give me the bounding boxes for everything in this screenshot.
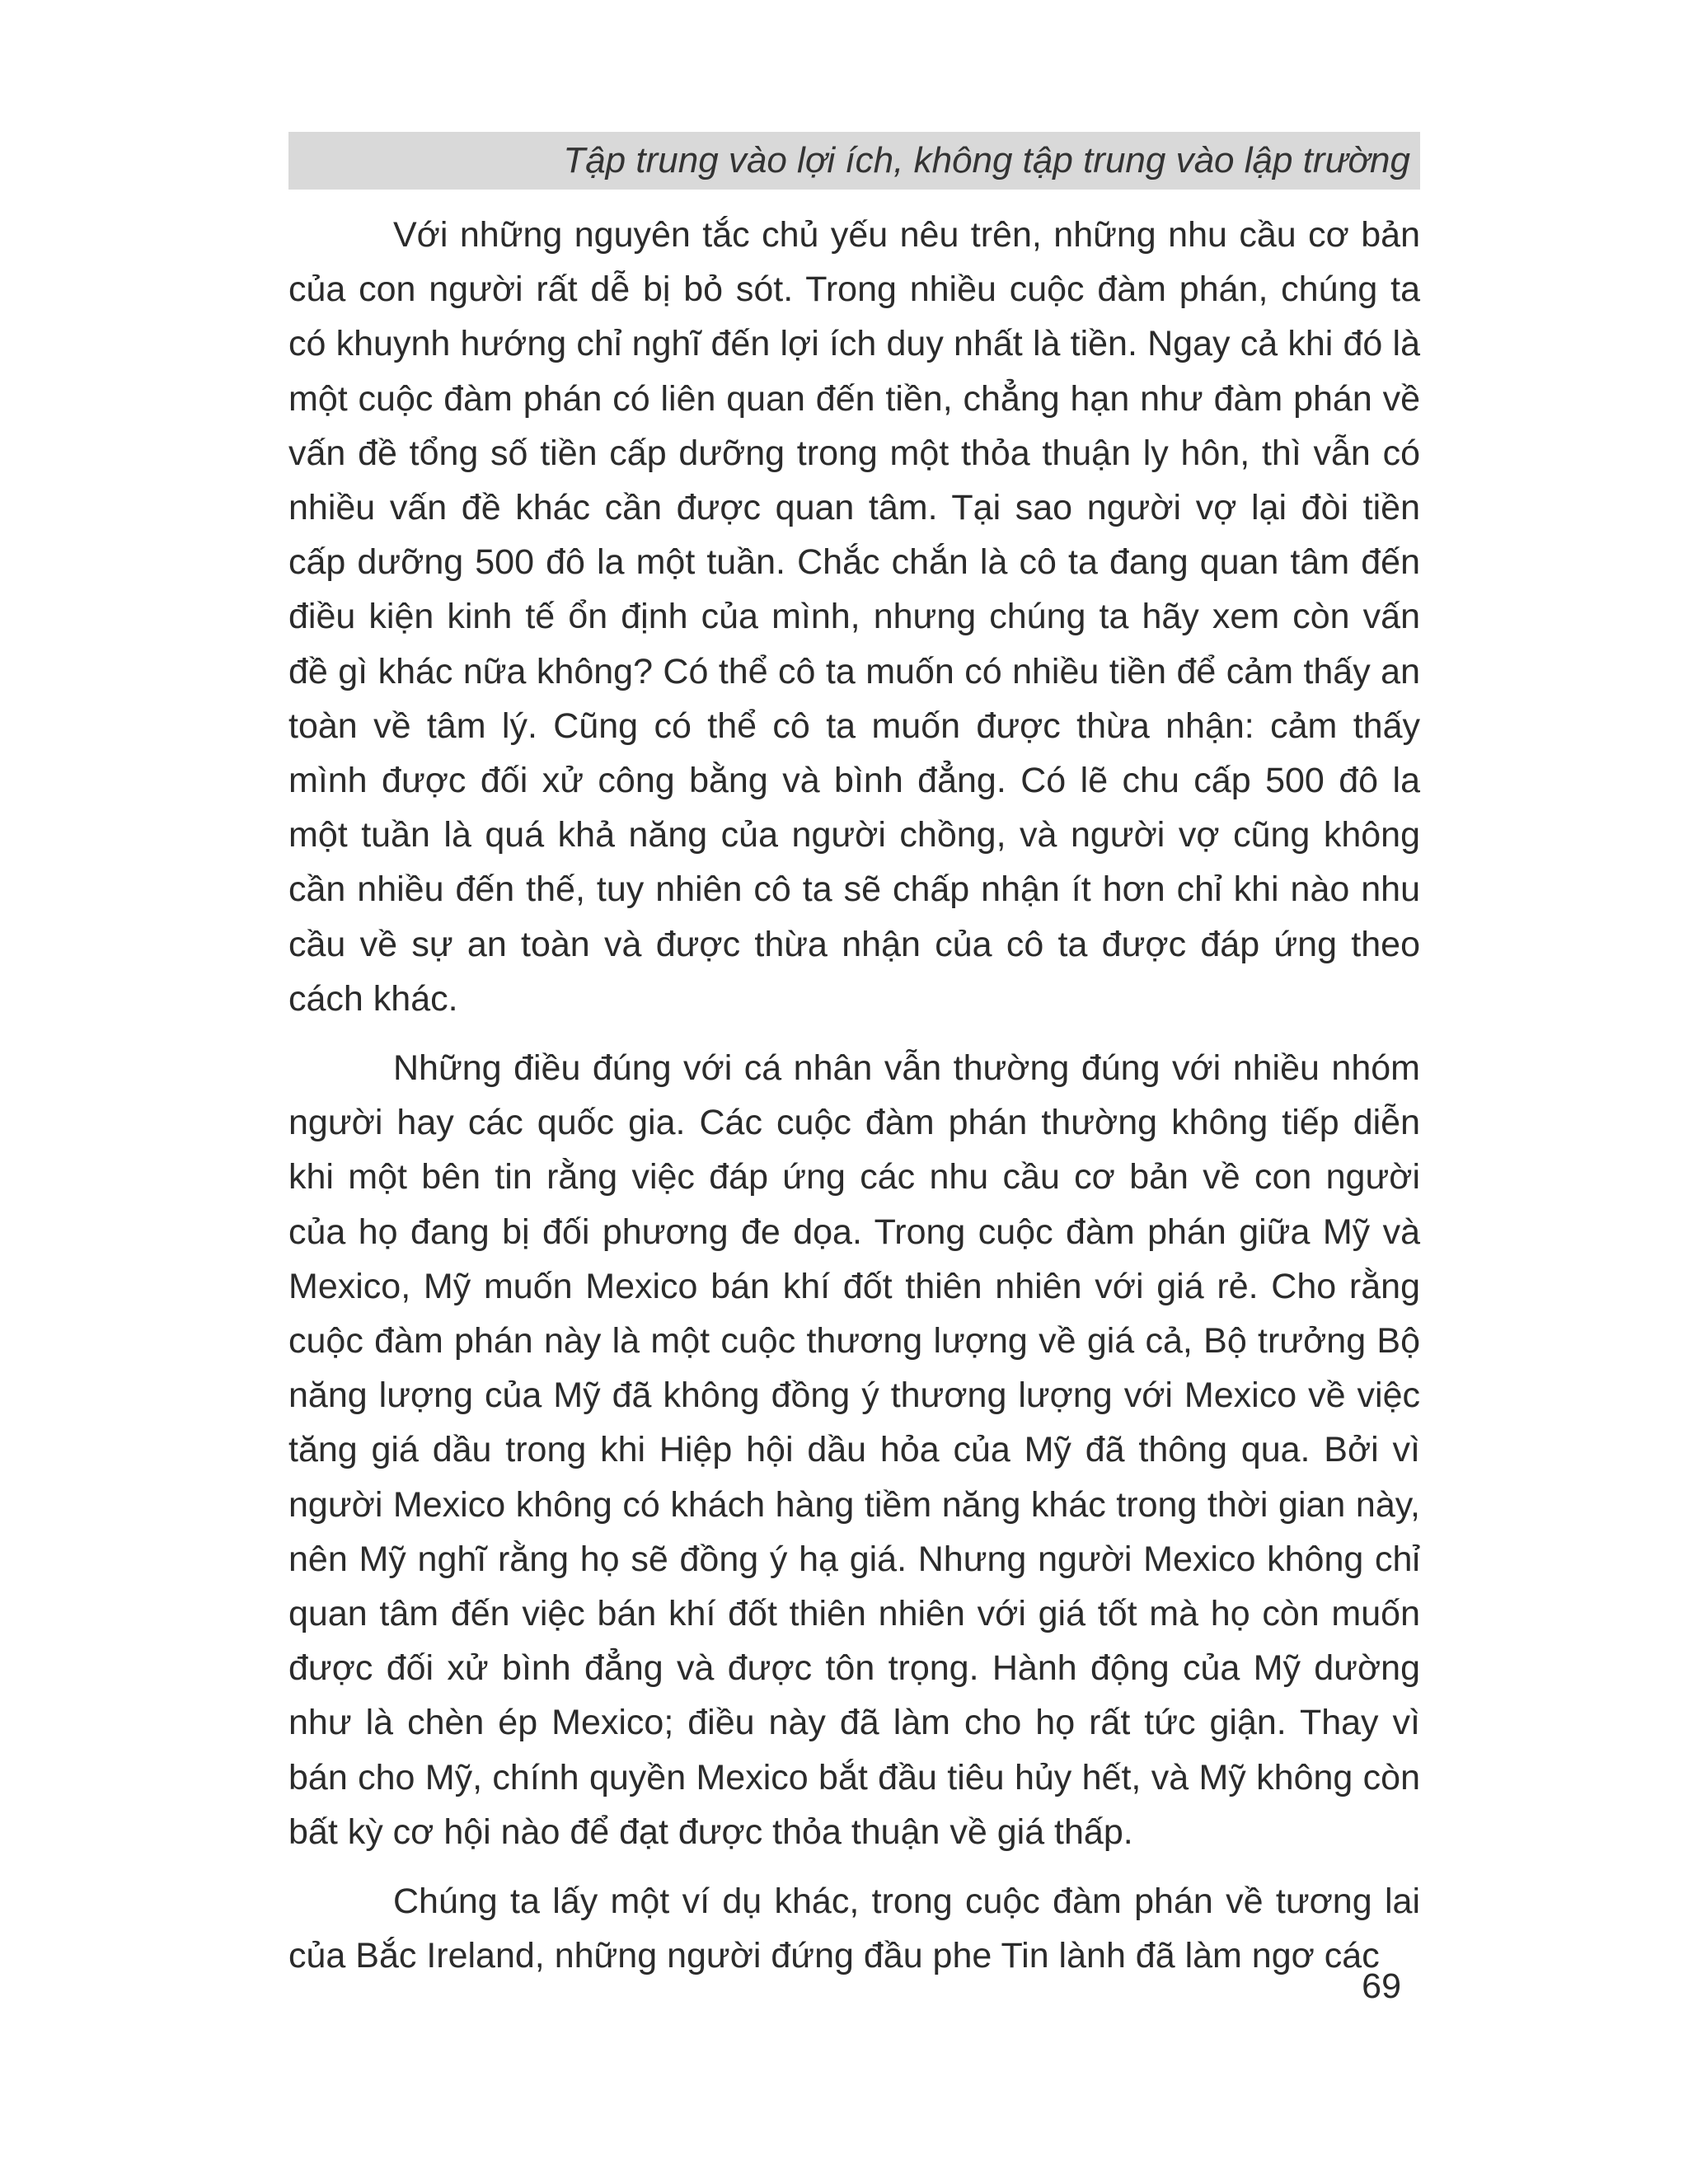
paragraph-1: Với những nguyên tắc chủ yếu nêu trên, những nhu cầu cơ bản của con người rất dễ bị bỏ sót. Trong nhiều cuộc đàm phán, chúng ta có khuynh hướng chỉ nghĩ đến lợi ích duy nhất là tiền. Ngay cả khi đó là một cuộc đàm phán có liên quan đến tiền, chẳng hạn như đàm phán về vấn đề tổng số tiền cấp dưỡng trong một thỏa thuận ly hôn, thì vẫn có nhiều vấn đề khác cần được quan tâm. Tại sao người vợ lại đòi tiền cấp dưỡng 500 đô la một tuần. Chắc chắn là cô ta đang quan tâm đến điều kiện kinh tế ổn định của mình, nhưng chúng ta hãy xem còn vấn đề gì khác nữa không? Có thể cô ta muốn có nhiều tiền để cảm thấy an toàn về tâm lý. Cũng có thể cô ta muốn được thừa nhận: cảm thấy mình được đối xử công bằng và bình đẳng. Có lẽ chu cấp 500 đô la một tuần là quá khả năng của người chồng, và người vợ cũng không cần nhiều đến thế, tuy nhiên cô ta sẽ chấp nhận ít hơn chỉ khi nào nhu cầu về sự an toàn và được thừa nhận của cô ta được đáp ứng theo cách khác. (288, 215, 1420, 1019)
page-number: 69 (1362, 1966, 1401, 2006)
running-header (288, 132, 1420, 190)
paragraph-2: Những điều đúng với cá nhân vẫn thường đúng với nhiều nhóm người hay các quốc gia. Các cuộc đàm phán thường không tiếp diễn khi một bên tin rằng việc đáp ứng các nhu cầu cơ bản về con người của họ đang bị đối phương đe dọa. Trong cuộc đàm phán giữa Mỹ và Mexico, Mỹ muốn Mexico bán khí đốt thiên nhiên với giá rẻ. Cho rằng cuộc đàm phán này là một cuộc thương lượng về giá cả, Bộ trưởng Bộ năng lượng của Mỹ đã không đồng ý thương lượng với Mexico về việc tăng giá dầu trong khi Hiệp hội dầu hỏa của Mỹ đã thông qua. Bởi vì người Mexico không có khách hàng tiềm năng khác trong thời gian này, nên Mỹ nghĩ rằng họ sẽ đồng ý hạ giá. Nhưng người Mexico không chỉ quan tâm đến việc bán khí đốt thiên nhiên với giá tốt mà họ còn muốn được đối xử bình đẳng và được tôn trọng. Hành động của Mỹ dường như là chèn ép Mexico; điều này đã làm cho họ rất tức giận. Thay vì bán cho Mỹ, chính quyền Mexico bắt đầu tiêu hủy hết, và Mỹ không còn bất kỳ cơ hội nào để đạt được thỏa thuận về giá thấp. (288, 1048, 1420, 1852)
paragraph-3: Chúng ta lấy một ví dụ khác, trong cuộc đàm phán về tương lai của Bắc Ireland, những người đứng đầu phe Tin lành đã làm ngơ các (288, 1882, 1420, 1976)
running-header-title: Tập trung vào lợi ích, không tập trung vào lập trường (563, 140, 1410, 180)
body-text (288, 208, 1420, 1984)
